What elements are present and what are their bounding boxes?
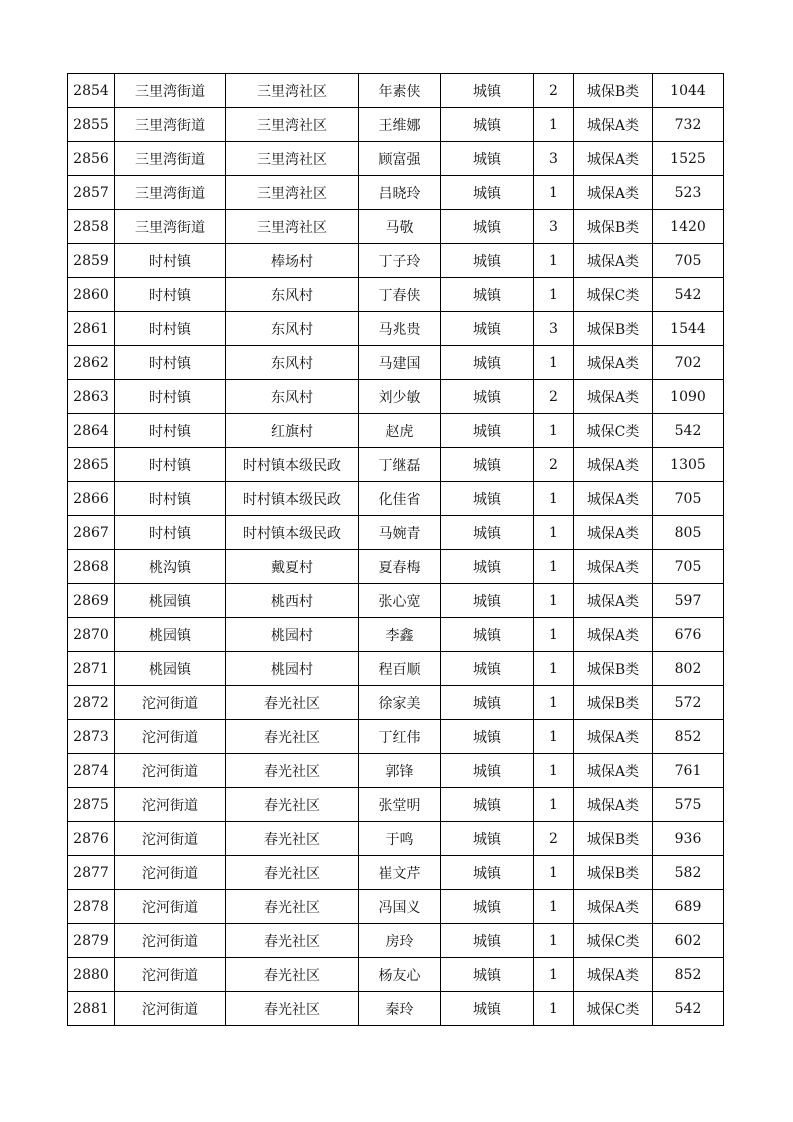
count-cell: 1 [534, 278, 574, 312]
category-cell: 城保B类 [574, 686, 653, 720]
amount-cell: 602 [653, 924, 724, 958]
seq-cell: 2874 [68, 754, 115, 788]
category-cell: 城保A类 [574, 516, 653, 550]
name-cell: 房玲 [359, 924, 441, 958]
count-cell: 1 [534, 958, 574, 992]
roster-body [68, 74, 724, 1026]
seq-cell: 2876 [68, 822, 115, 856]
type-cell: 城镇 [441, 924, 534, 958]
seq-cell: 2869 [68, 584, 115, 618]
amount-cell: 705 [653, 482, 724, 516]
seq-cell: 2873 [68, 720, 115, 754]
count-cell: 1 [534, 856, 574, 890]
community-cell: 时村镇本级民政 [226, 516, 359, 550]
name-cell: 冯国义 [359, 890, 441, 924]
count-cell: 1 [534, 754, 574, 788]
street-cell: 沱河街道 [115, 958, 226, 992]
street-cell: 时村镇 [115, 312, 226, 346]
category-cell: 城保A类 [574, 244, 653, 278]
community-cell: 桃西村 [226, 584, 359, 618]
street-cell: 时村镇 [115, 380, 226, 414]
amount-cell: 805 [653, 516, 724, 550]
street-cell: 三里湾街道 [115, 142, 226, 176]
type-cell: 城镇 [441, 686, 534, 720]
count-cell: 1 [534, 482, 574, 516]
community-cell: 春光社区 [226, 856, 359, 890]
name-cell: 年素侠 [359, 74, 441, 108]
name-cell: 夏春梅 [359, 550, 441, 584]
street-cell: 沱河街道 [115, 856, 226, 890]
type-cell: 城镇 [441, 278, 534, 312]
type-cell: 城镇 [441, 482, 534, 516]
type-cell: 城镇 [441, 516, 534, 550]
type-cell: 城镇 [441, 822, 534, 856]
community-cell: 春光社区 [226, 992, 359, 1026]
count-cell: 2 [534, 448, 574, 482]
count-cell: 1 [534, 924, 574, 958]
count-cell: 3 [534, 142, 574, 176]
amount-cell: 542 [653, 278, 724, 312]
street-cell: 沱河街道 [115, 720, 226, 754]
roster-table [67, 73, 724, 1026]
table-row [68, 550, 724, 584]
street-cell: 桃园镇 [115, 618, 226, 652]
seq-cell: 2859 [68, 244, 115, 278]
community-cell: 桃园村 [226, 652, 359, 686]
table-row [68, 244, 724, 278]
amount-cell: 702 [653, 346, 724, 380]
table-row [68, 74, 724, 108]
category-cell: 城保C类 [574, 278, 653, 312]
table-row [68, 210, 724, 244]
amount-cell: 936 [653, 822, 724, 856]
street-cell: 时村镇 [115, 482, 226, 516]
name-cell: 张心宽 [359, 584, 441, 618]
category-cell: 城保B类 [574, 210, 653, 244]
seq-cell: 2871 [68, 652, 115, 686]
type-cell: 城镇 [441, 958, 534, 992]
community-cell: 棒场村 [226, 244, 359, 278]
category-cell: 城保B类 [574, 652, 653, 686]
street-cell: 时村镇 [115, 278, 226, 312]
amount-cell: 1525 [653, 142, 724, 176]
name-cell: 郭锋 [359, 754, 441, 788]
category-cell: 城保C类 [574, 414, 653, 448]
table-row [68, 754, 724, 788]
street-cell: 时村镇 [115, 346, 226, 380]
count-cell: 1 [534, 516, 574, 550]
name-cell: 马兆贵 [359, 312, 441, 346]
name-cell: 李鑫 [359, 618, 441, 652]
count-cell: 3 [534, 312, 574, 346]
community-cell: 春光社区 [226, 890, 359, 924]
count-cell: 1 [534, 584, 574, 618]
category-cell: 城保B类 [574, 822, 653, 856]
name-cell: 马敬 [359, 210, 441, 244]
street-cell: 沱河街道 [115, 992, 226, 1026]
category-cell: 城保A类 [574, 958, 653, 992]
seq-cell: 2866 [68, 482, 115, 516]
count-cell: 1 [534, 176, 574, 210]
community-cell: 戴夏村 [226, 550, 359, 584]
amount-cell: 542 [653, 414, 724, 448]
count-cell: 2 [534, 74, 574, 108]
name-cell: 丁红伟 [359, 720, 441, 754]
amount-cell: 597 [653, 584, 724, 618]
count-cell: 1 [534, 618, 574, 652]
street-cell: 沱河街道 [115, 788, 226, 822]
category-cell: 城保B类 [574, 312, 653, 346]
count-cell: 1 [534, 890, 574, 924]
name-cell: 张堂明 [359, 788, 441, 822]
table-row [68, 312, 724, 346]
community-cell: 三里湾社区 [226, 210, 359, 244]
count-cell: 1 [534, 686, 574, 720]
type-cell: 城镇 [441, 448, 534, 482]
count-cell: 1 [534, 346, 574, 380]
table-row [68, 278, 724, 312]
community-cell: 三里湾社区 [226, 142, 359, 176]
table-row [68, 992, 724, 1026]
amount-cell: 523 [653, 176, 724, 210]
table-row [68, 788, 724, 822]
name-cell: 马婉青 [359, 516, 441, 550]
street-cell: 三里湾街道 [115, 176, 226, 210]
type-cell: 城镇 [441, 108, 534, 142]
community-cell: 春光社区 [226, 788, 359, 822]
count-cell: 1 [534, 992, 574, 1026]
count-cell: 2 [534, 822, 574, 856]
category-cell: 城保A类 [574, 788, 653, 822]
street-cell: 沱河街道 [115, 822, 226, 856]
seq-cell: 2879 [68, 924, 115, 958]
type-cell: 城镇 [441, 142, 534, 176]
name-cell: 徐家美 [359, 686, 441, 720]
type-cell: 城镇 [441, 618, 534, 652]
table-row [68, 380, 724, 414]
seq-cell: 2857 [68, 176, 115, 210]
amount-cell: 572 [653, 686, 724, 720]
seq-cell: 2872 [68, 686, 115, 720]
name-cell: 刘少敏 [359, 380, 441, 414]
type-cell: 城镇 [441, 74, 534, 108]
street-cell: 桃园镇 [115, 652, 226, 686]
community-cell: 三里湾社区 [226, 74, 359, 108]
street-cell: 沱河街道 [115, 890, 226, 924]
amount-cell: 802 [653, 652, 724, 686]
name-cell: 丁春侠 [359, 278, 441, 312]
street-cell: 三里湾街道 [115, 210, 226, 244]
seq-cell: 2855 [68, 108, 115, 142]
name-cell: 顾富强 [359, 142, 441, 176]
street-cell: 时村镇 [115, 448, 226, 482]
seq-cell: 2860 [68, 278, 115, 312]
street-cell: 时村镇 [115, 244, 226, 278]
seq-cell: 2878 [68, 890, 115, 924]
name-cell: 吕晓玲 [359, 176, 441, 210]
table-row [68, 958, 724, 992]
seq-cell: 2864 [68, 414, 115, 448]
name-cell: 杨友心 [359, 958, 441, 992]
name-cell: 丁子玲 [359, 244, 441, 278]
amount-cell: 1044 [653, 74, 724, 108]
count-cell: 3 [534, 210, 574, 244]
amount-cell: 1305 [653, 448, 724, 482]
table-row [68, 142, 724, 176]
street-cell: 沱河街道 [115, 754, 226, 788]
category-cell: 城保A类 [574, 890, 653, 924]
seq-cell: 2881 [68, 992, 115, 1026]
table-row [68, 856, 724, 890]
street-cell: 时村镇 [115, 516, 226, 550]
category-cell: 城保A类 [574, 584, 653, 618]
name-cell: 于鸣 [359, 822, 441, 856]
table-row [68, 414, 724, 448]
street-cell: 桃沟镇 [115, 550, 226, 584]
street-cell: 沱河街道 [115, 924, 226, 958]
seq-cell: 2862 [68, 346, 115, 380]
name-cell: 马建国 [359, 346, 441, 380]
community-cell: 春光社区 [226, 924, 359, 958]
community-cell: 三里湾社区 [226, 176, 359, 210]
table-row [68, 346, 724, 380]
community-cell: 东风村 [226, 278, 359, 312]
type-cell: 城镇 [441, 992, 534, 1026]
amount-cell: 1090 [653, 380, 724, 414]
seq-cell: 2858 [68, 210, 115, 244]
category-cell: 城保A类 [574, 482, 653, 516]
category-cell: 城保A类 [574, 720, 653, 754]
community-cell: 红旗村 [226, 414, 359, 448]
amount-cell: 732 [653, 108, 724, 142]
category-cell: 城保A类 [574, 346, 653, 380]
type-cell: 城镇 [441, 584, 534, 618]
community-cell: 时村镇本级民政 [226, 448, 359, 482]
community-cell: 春光社区 [226, 686, 359, 720]
seq-cell: 2877 [68, 856, 115, 890]
street-cell: 时村镇 [115, 414, 226, 448]
community-cell: 桃园村 [226, 618, 359, 652]
table-row [68, 686, 724, 720]
category-cell: 城保A类 [574, 380, 653, 414]
table-row [68, 108, 724, 142]
category-cell: 城保A类 [574, 550, 653, 584]
amount-cell: 1544 [653, 312, 724, 346]
table-row [68, 584, 724, 618]
table-row [68, 482, 724, 516]
category-cell: 城保A类 [574, 618, 653, 652]
type-cell: 城镇 [441, 720, 534, 754]
name-cell: 化佳省 [359, 482, 441, 516]
type-cell: 城镇 [441, 244, 534, 278]
type-cell: 城镇 [441, 856, 534, 890]
seq-cell: 2861 [68, 312, 115, 346]
category-cell: 城保C类 [574, 992, 653, 1026]
community-cell: 时村镇本级民政 [226, 482, 359, 516]
amount-cell: 542 [653, 992, 724, 1026]
category-cell: 城保A类 [574, 142, 653, 176]
seq-cell: 2854 [68, 74, 115, 108]
community-cell: 春光社区 [226, 958, 359, 992]
name-cell: 崔文芹 [359, 856, 441, 890]
community-cell: 三里湾社区 [226, 108, 359, 142]
name-cell: 赵虎 [359, 414, 441, 448]
count-cell: 2 [534, 380, 574, 414]
count-cell: 1 [534, 788, 574, 822]
table-row [68, 176, 724, 210]
count-cell: 1 [534, 414, 574, 448]
community-cell: 东风村 [226, 380, 359, 414]
type-cell: 城镇 [441, 754, 534, 788]
seq-cell: 2868 [68, 550, 115, 584]
category-cell: 城保A类 [574, 754, 653, 788]
category-cell: 城保A类 [574, 176, 653, 210]
type-cell: 城镇 [441, 414, 534, 448]
count-cell: 1 [534, 720, 574, 754]
count-cell: 1 [534, 108, 574, 142]
community-cell: 春光社区 [226, 822, 359, 856]
community-cell: 东风村 [226, 312, 359, 346]
seq-cell: 2880 [68, 958, 115, 992]
name-cell: 王维娜 [359, 108, 441, 142]
type-cell: 城镇 [441, 312, 534, 346]
amount-cell: 1420 [653, 210, 724, 244]
community-cell: 东风村 [226, 346, 359, 380]
name-cell: 丁继磊 [359, 448, 441, 482]
table-row [68, 618, 724, 652]
table-row [68, 516, 724, 550]
amount-cell: 575 [653, 788, 724, 822]
type-cell: 城镇 [441, 380, 534, 414]
category-cell: 城保B类 [574, 856, 653, 890]
type-cell: 城镇 [441, 346, 534, 380]
category-cell: 城保C类 [574, 924, 653, 958]
count-cell: 1 [534, 244, 574, 278]
seq-cell: 2865 [68, 448, 115, 482]
type-cell: 城镇 [441, 176, 534, 210]
type-cell: 城镇 [441, 652, 534, 686]
amount-cell: 676 [653, 618, 724, 652]
amount-cell: 852 [653, 720, 724, 754]
amount-cell: 705 [653, 244, 724, 278]
table-row [68, 652, 724, 686]
type-cell: 城镇 [441, 890, 534, 924]
seq-cell: 2870 [68, 618, 115, 652]
type-cell: 城镇 [441, 210, 534, 244]
category-cell: 城保B类 [574, 74, 653, 108]
category-cell: 城保A类 [574, 108, 653, 142]
table-row [68, 924, 724, 958]
street-cell: 沱河街道 [115, 686, 226, 720]
table-row [68, 448, 724, 482]
seq-cell: 2863 [68, 380, 115, 414]
amount-cell: 689 [653, 890, 724, 924]
community-cell: 春光社区 [226, 720, 359, 754]
amount-cell: 761 [653, 754, 724, 788]
seq-cell: 2875 [68, 788, 115, 822]
seq-cell: 2856 [68, 142, 115, 176]
type-cell: 城镇 [441, 788, 534, 822]
seq-cell: 2867 [68, 516, 115, 550]
amount-cell: 852 [653, 958, 724, 992]
count-cell: 1 [534, 550, 574, 584]
count-cell: 1 [534, 652, 574, 686]
name-cell: 程百顺 [359, 652, 441, 686]
community-cell: 春光社区 [226, 754, 359, 788]
street-cell: 三里湾街道 [115, 74, 226, 108]
amount-cell: 705 [653, 550, 724, 584]
type-cell: 城镇 [441, 550, 534, 584]
table-row [68, 890, 724, 924]
street-cell: 桃园镇 [115, 584, 226, 618]
table-row [68, 720, 724, 754]
name-cell: 秦玲 [359, 992, 441, 1026]
table-row [68, 822, 724, 856]
amount-cell: 582 [653, 856, 724, 890]
category-cell: 城保A类 [574, 448, 653, 482]
street-cell: 三里湾街道 [115, 108, 226, 142]
